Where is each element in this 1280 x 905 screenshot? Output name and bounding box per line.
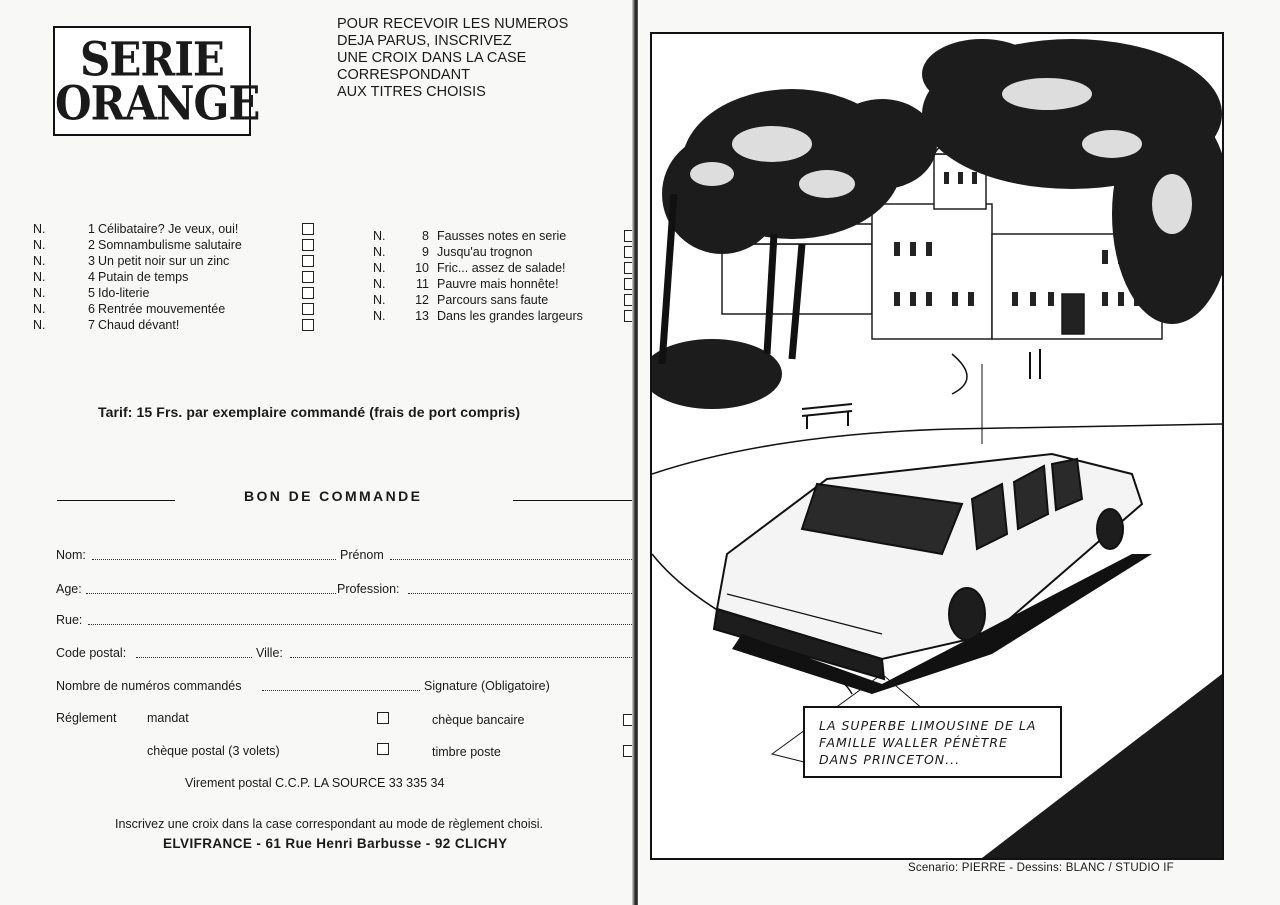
- publisher-address: ELVIFRANCE - 61 Rue Henri Barbusse - 92 CLICHY: [163, 836, 508, 851]
- form-row-code-postal: [56, 646, 634, 662]
- code-postal-field[interactable]: [136, 657, 252, 658]
- title-row: [373, 292, 634, 308]
- rue-label: Rue:: [56, 613, 83, 627]
- title-row: [33, 269, 323, 285]
- title-prefix: N.: [373, 277, 386, 291]
- title-number: 3: [88, 254, 95, 268]
- title-number: 4: [88, 270, 95, 284]
- title-prefix: N.: [33, 222, 46, 236]
- title-number: 12: [415, 293, 429, 307]
- profession-label: Profession:: [337, 582, 400, 596]
- title-row: [33, 253, 323, 269]
- nombre-label: Nombre de numéros commandés: [56, 679, 242, 693]
- reglement-label: Réglement: [56, 711, 117, 725]
- title-prefix: N.: [33, 318, 46, 332]
- intro-line: CORRESPONDANT: [337, 67, 470, 83]
- title-prefix: N.: [33, 302, 46, 316]
- heading-rule-right: [513, 500, 634, 501]
- title-number: 2: [88, 238, 95, 252]
- title-number: 7: [88, 318, 95, 332]
- title-row: [373, 260, 634, 276]
- logo-line-1: SERIE: [80, 32, 224, 87]
- titles-column-1: [33, 221, 323, 333]
- title-checkbox[interactable]: [302, 239, 314, 251]
- title-name: Dans les grandes largeurs: [437, 309, 583, 323]
- cheque-postal-label: chèque postal (3 volets): [147, 744, 280, 758]
- intro-line: POUR RECEVOIR LES NUMEROS: [337, 16, 569, 32]
- title-number: 9: [422, 245, 429, 259]
- title-number: 6: [88, 302, 95, 316]
- title-prefix: N.: [33, 270, 46, 284]
- title-prefix: N.: [373, 293, 386, 307]
- title-name: Fric... assez de salade!: [437, 261, 566, 275]
- form-row-nombre: [56, 679, 634, 695]
- nom-label: Nom:: [56, 548, 86, 562]
- form-row-rue: [56, 613, 634, 629]
- age-field[interactable]: [86, 593, 336, 594]
- mandat-checkbox[interactable]: [377, 712, 389, 724]
- order-form-heading: BON DE COMMANDE: [244, 488, 423, 504]
- prenom-label: Prénom: [340, 548, 384, 562]
- rue-field[interactable]: [88, 624, 632, 625]
- title-prefix: N.: [373, 309, 386, 323]
- title-checkbox[interactable]: [302, 255, 314, 267]
- title-number: 10: [415, 261, 429, 275]
- right-page: [638, 0, 1280, 905]
- title-checkbox[interactable]: [302, 271, 314, 283]
- code-postal-label: Code postal:: [56, 646, 127, 660]
- ville-label: Ville:: [256, 646, 283, 660]
- serie-orange-logo: [53, 26, 260, 136]
- form-row-age: [56, 582, 634, 598]
- title-row: [373, 244, 634, 260]
- age-label: Age:: [56, 582, 82, 596]
- title-prefix: N.: [33, 238, 46, 252]
- title-checkbox[interactable]: [302, 223, 314, 235]
- cheque-postal-checkbox[interactable]: [377, 743, 389, 755]
- profession-field[interactable]: [408, 593, 632, 594]
- ville-field[interactable]: [290, 657, 632, 658]
- intro-text: [337, 16, 617, 101]
- title-name: Ido-literie: [98, 286, 150, 300]
- title-number: 1: [88, 222, 95, 236]
- mandat-label: mandat: [147, 711, 189, 725]
- credits-text: Scenario: PIERRE - Dessins: BLANC / STUDIO IF: [908, 862, 1174, 874]
- instruction-text: Inscrivez une croix dans la case correspondant au mode de règlement choisi.: [115, 817, 544, 831]
- cheque-bancaire-label: chèque bancaire: [432, 713, 525, 727]
- tarif-text: Tarif: 15 Frs. par exemplaire commandé (frais de port compris): [98, 404, 521, 420]
- caption-text: LA SUPERBE LIMOUSINE DE LA FAMILLE WALLER PÉNÈTRE DANS PRINCETON...: [819, 718, 1037, 767]
- timbre-poste-label: timbre poste: [432, 745, 501, 759]
- title-row: [373, 228, 634, 244]
- title-row: [373, 276, 634, 292]
- title-prefix: N.: [33, 254, 46, 268]
- intro-line: UNE CROIX DANS LA CASE: [337, 50, 527, 66]
- titles-column-2: [373, 228, 634, 324]
- title-number: 8: [422, 229, 429, 243]
- title-name: Putain de temps: [98, 270, 189, 284]
- title-name: Un petit noir sur un zinc: [98, 254, 230, 268]
- comic-panel: [650, 32, 1224, 860]
- title-row: [373, 308, 634, 324]
- title-name: Pauvre mais honnête!: [437, 277, 559, 291]
- title-prefix: N.: [373, 245, 386, 259]
- title-row: [33, 237, 323, 253]
- signature-label: Signature (Obligatoire): [424, 679, 550, 693]
- intro-line: DEJA PARUS, INSCRIVEZ: [337, 33, 512, 49]
- intro-line: AUX TITRES CHOISIS: [337, 84, 486, 100]
- caption-box: [803, 706, 1062, 778]
- nombre-field[interactable]: [262, 690, 420, 691]
- heading-rule-left: [57, 500, 175, 501]
- form-row-name: [56, 548, 634, 564]
- title-row: [33, 301, 323, 317]
- title-name: Chaud dévant!: [98, 318, 180, 332]
- prenom-field[interactable]: [390, 559, 632, 560]
- title-name: Somnambulisme salutaire: [98, 238, 242, 252]
- title-number: 11: [416, 277, 429, 291]
- title-prefix: N.: [33, 286, 46, 300]
- title-prefix: N.: [373, 261, 386, 275]
- virement-text: Virement postal C.C.P. LA SOURCE 33 335 34: [185, 776, 445, 790]
- title-row: [33, 285, 323, 301]
- title-prefix: N.: [373, 229, 386, 243]
- left-page: [0, 0, 634, 905]
- logo-line-2: ORANGE: [55, 76, 260, 131]
- title-checkbox[interactable]: [302, 319, 314, 331]
- nom-field[interactable]: [92, 559, 336, 560]
- title-number: 5: [88, 286, 95, 300]
- title-row: [33, 317, 323, 333]
- title-checkbox[interactable]: [302, 303, 314, 315]
- title-name: Parcours sans faute: [437, 293, 549, 307]
- title-checkbox[interactable]: [302, 287, 314, 299]
- title-name: Rentrée mouvementée: [98, 302, 226, 316]
- title-name: Fausses notes en serie: [437, 229, 567, 243]
- title-number: 13: [415, 309, 429, 323]
- title-name: Jusqu'au trognon: [437, 245, 533, 259]
- title-row: [33, 221, 323, 237]
- title-name: Célibataire? Je veux, oui!: [98, 222, 239, 236]
